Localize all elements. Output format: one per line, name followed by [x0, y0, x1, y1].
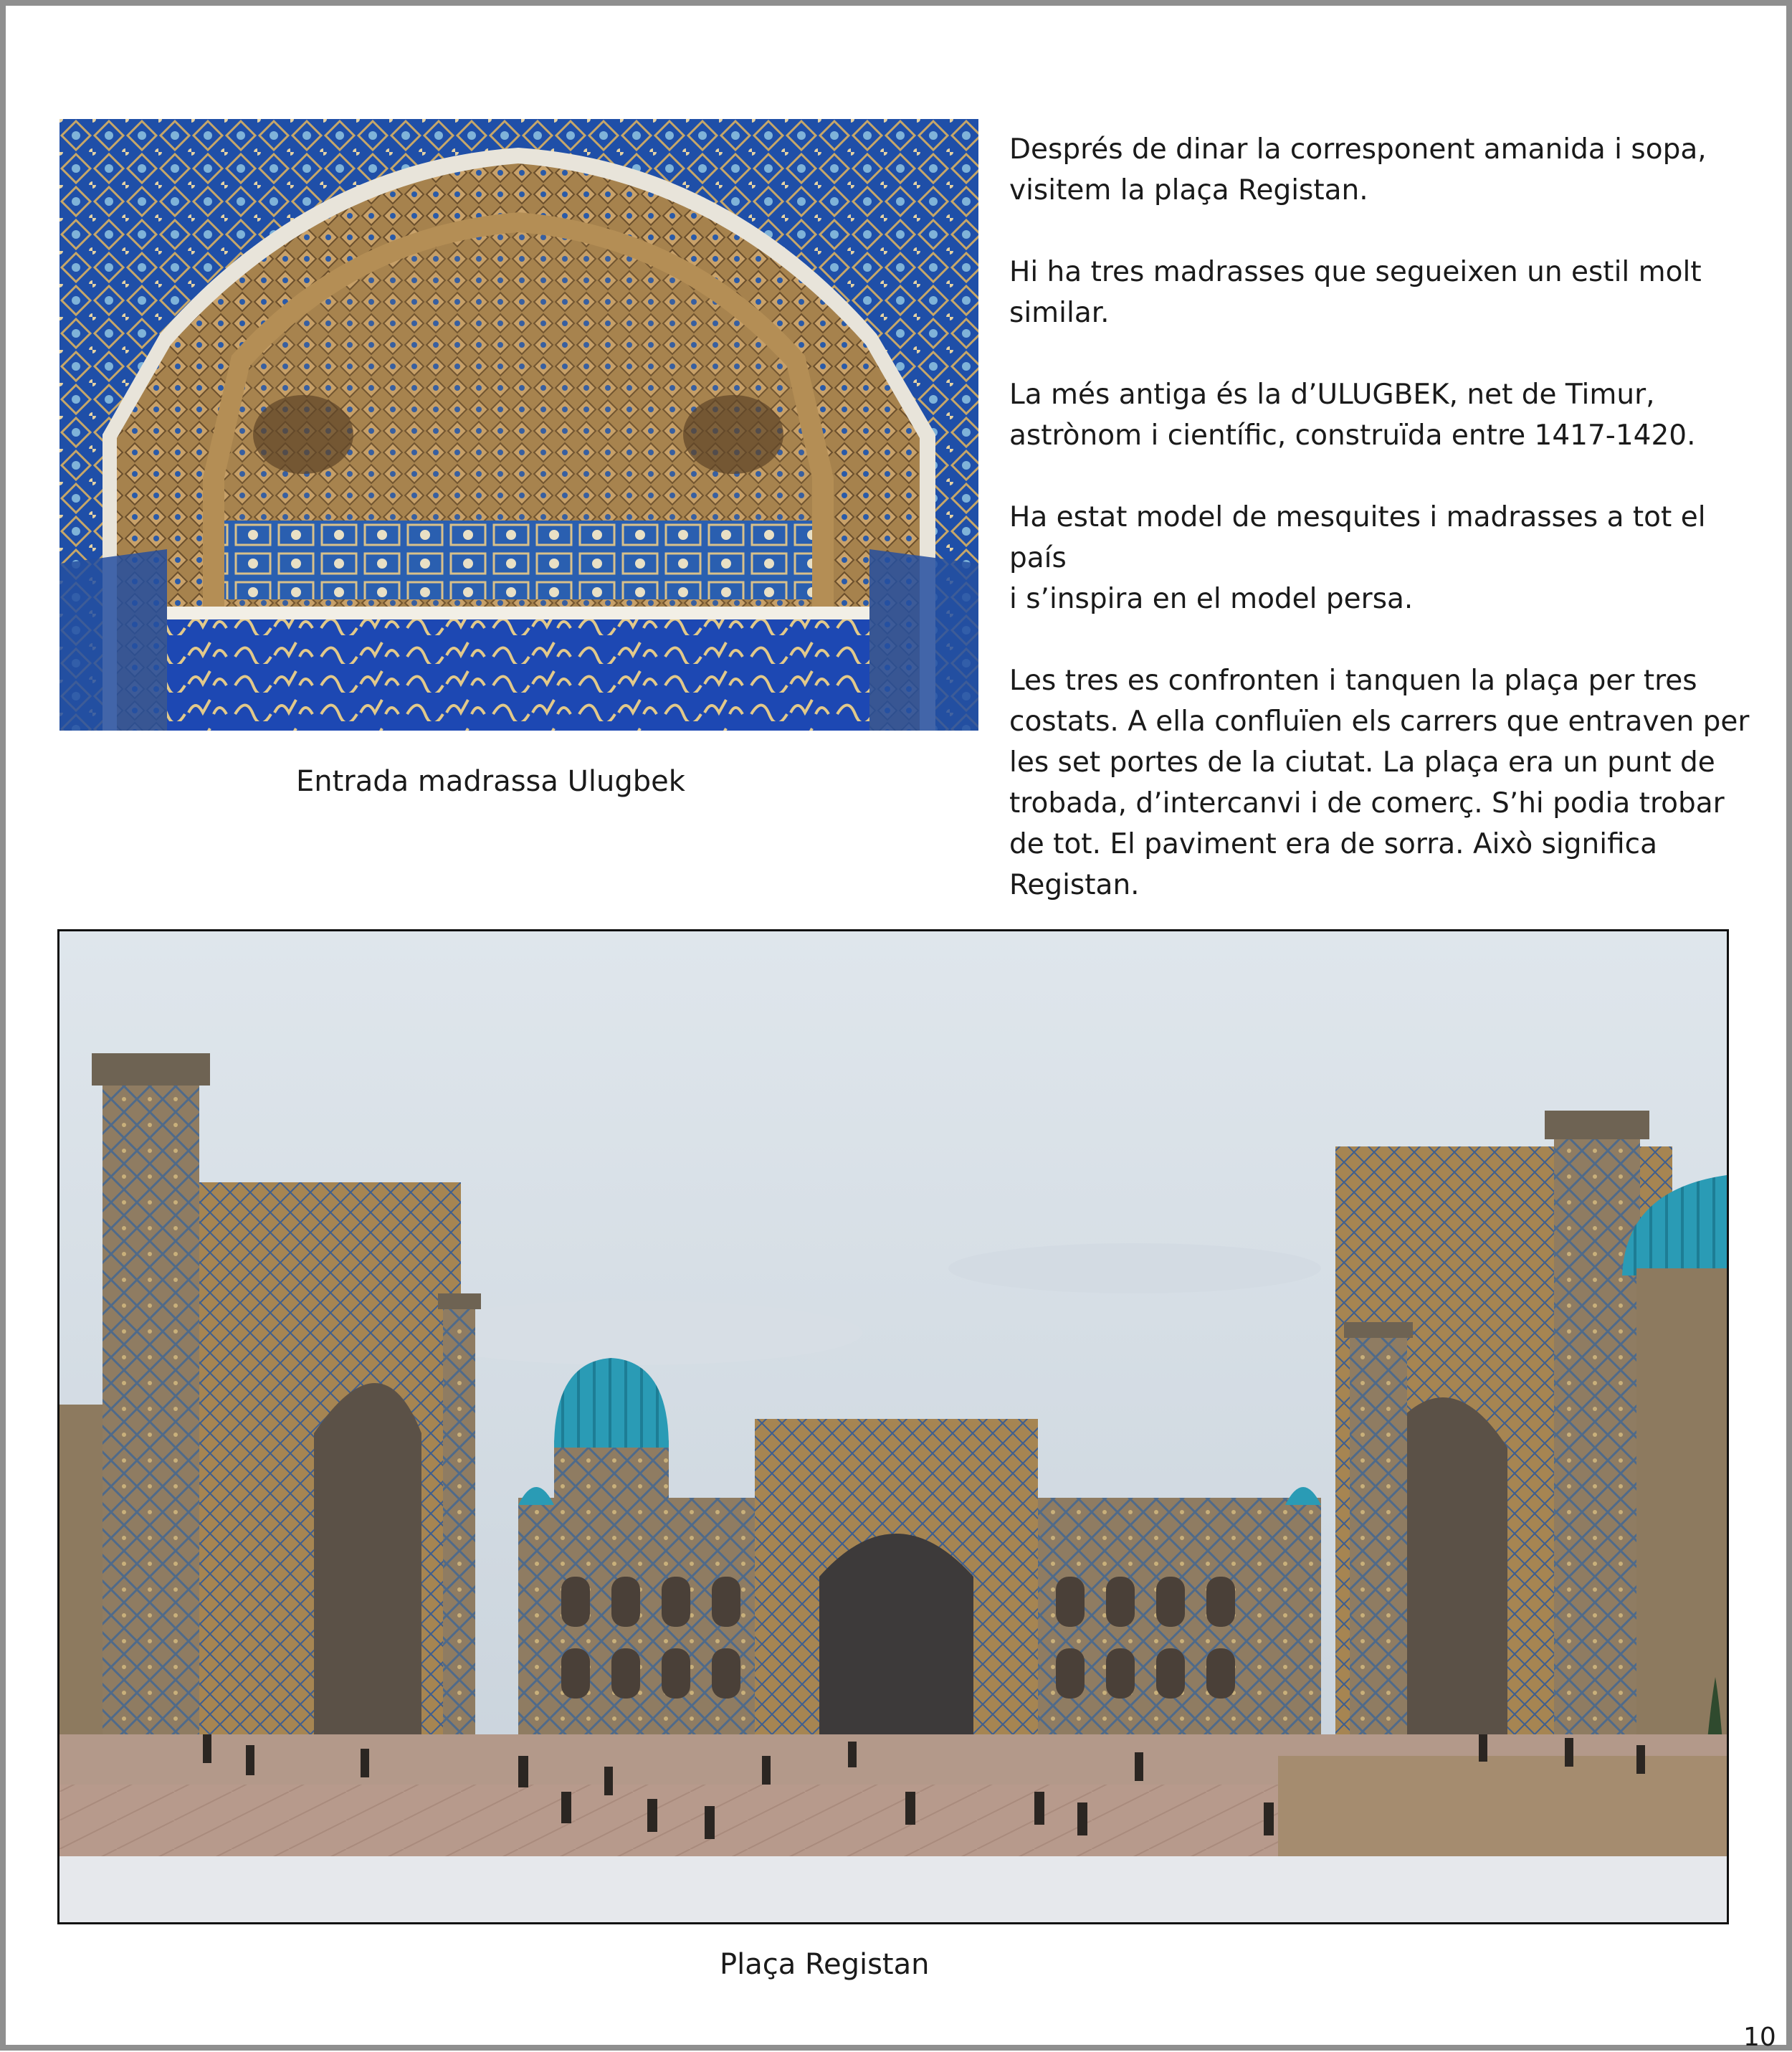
text-column — [1009, 129, 1769, 906]
registan-square-photo — [57, 929, 1729, 1924]
paragraph-4: Ha estat model de mesquites i madrasses a tot el país i s’inspira en el model persa. — [1009, 501, 1706, 615]
paragraph-3: La més antiga és la d’ULUGBEK, net de Timur, astrònom i científic, construïda entre 1417-1420. — [1009, 379, 1696, 452]
ulugbek-photo-caption: Entrada madrassa Ulugbek — [296, 765, 685, 798]
registan-photo-caption: Plaça Registan — [720, 1948, 930, 1981]
ulugbek-entrance-photo — [59, 119, 978, 731]
page-number: 10 — [1743, 2023, 1776, 2052]
paragraph-5: Les tres es confronten i tanquen la plaça per tres costats. A ella confluïen els carrers que entraven per les set portes de la ciutat. La plaça era un punt de trobada, d’intercanvi i de comerç. S’hi podia trobar de tot. El paviment era de sorra. Això significa Registan. — [1009, 665, 1750, 901]
paragraph-2: Hi ha tres madrasses que segueixen un estil molt similar. — [1009, 256, 1702, 329]
paragraph-1: Després de dinar la corresponent amanida i sopa, visitem la plaça Registan. — [1009, 133, 1707, 206]
